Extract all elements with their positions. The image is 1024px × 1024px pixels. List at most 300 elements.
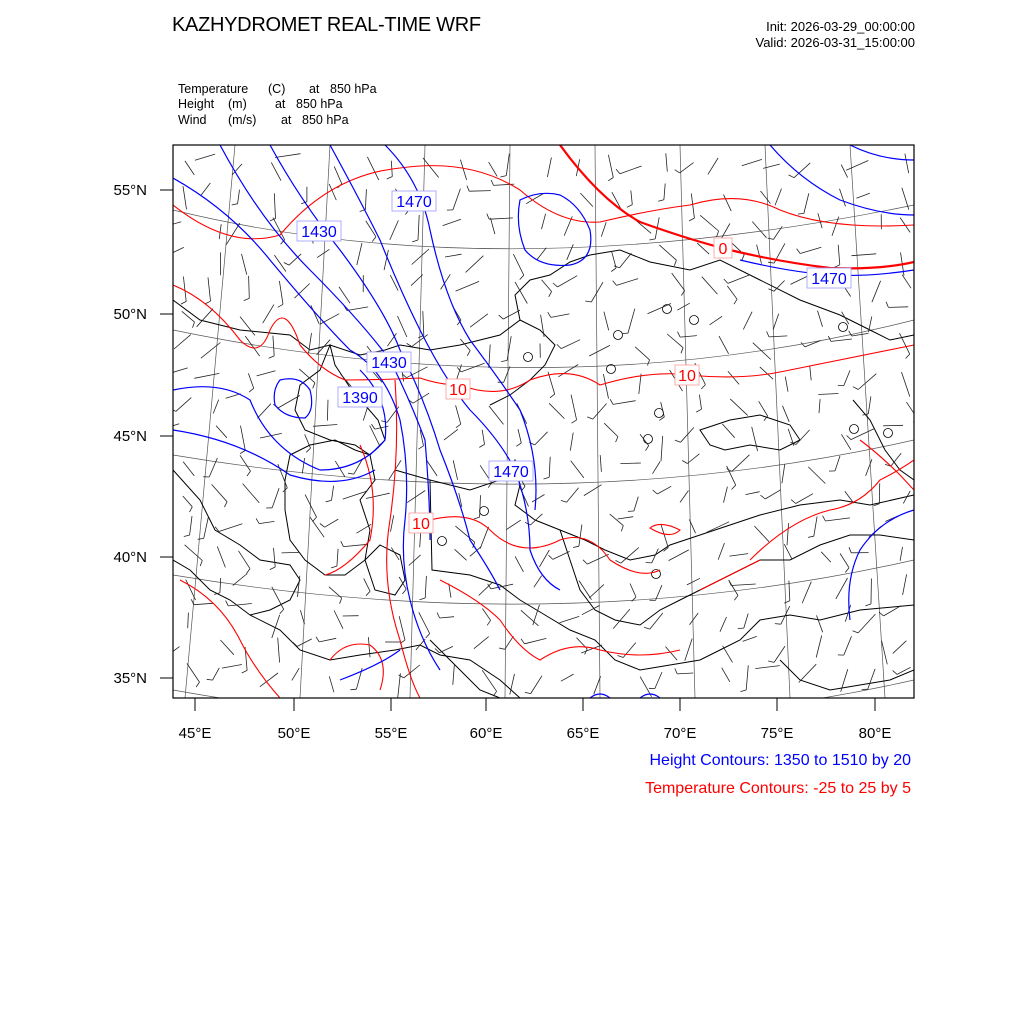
wind-barb (505, 636, 514, 649)
wind-barb (728, 275, 750, 284)
wind-barb (257, 404, 271, 419)
wind-barb-flag (658, 200, 664, 202)
wind-barb (525, 638, 547, 643)
wind-barb (672, 273, 685, 290)
wind-barb-flag (906, 354, 910, 358)
wind-barb-flag (313, 383, 315, 389)
wind-barb (185, 545, 203, 561)
wind-barb (680, 336, 697, 338)
wind-barb-flag (269, 356, 275, 358)
wind-barb-flag (572, 420, 577, 423)
wind-barb (220, 640, 233, 655)
wind-barb-flag (550, 394, 555, 398)
height-label: 1470 (396, 194, 432, 211)
wind-barb (363, 406, 368, 421)
wind-barb (902, 372, 910, 397)
wind-barb-flag (613, 281, 617, 286)
wind-barb (634, 497, 638, 511)
wind-barb (549, 403, 564, 418)
wind-barb (587, 554, 608, 564)
wind-barb (513, 254, 523, 275)
wind-barb (883, 425, 903, 426)
wind-barb-flag (557, 344, 561, 348)
wind-barb (699, 395, 701, 410)
wind-barb (490, 218, 495, 234)
wind-barb-flag (520, 275, 524, 279)
wind-barb-flag (467, 186, 469, 192)
wind-barb (504, 366, 510, 382)
wind-barb-flag (467, 351, 470, 356)
wind-barb (201, 183, 210, 195)
wind-barb-flag (412, 240, 418, 242)
wind-barb-flag (479, 444, 484, 447)
wind-barb-flag (647, 360, 649, 366)
wind-barb (182, 311, 195, 322)
wind-barb-flag (801, 342, 805, 347)
wind-barb-flag (701, 385, 705, 389)
wind-barb (530, 514, 542, 525)
wind-barb (551, 314, 570, 318)
wind-barb-flag (278, 304, 283, 307)
wind-barb (226, 394, 241, 399)
wind-barb (818, 394, 838, 395)
wind-barb-flag (207, 679, 213, 680)
wind-barb-flag (689, 218, 694, 221)
wind-barb-flag (834, 265, 840, 268)
wind-barb (888, 307, 908, 308)
wind-barb (242, 254, 247, 275)
wind-barb (185, 161, 194, 175)
wind-barb (375, 426, 389, 429)
wind-barb (648, 304, 672, 314)
wind-barb (325, 519, 339, 527)
wind-barb (425, 576, 426, 598)
wind-barb (474, 637, 489, 649)
lat-label: 35°N (113, 670, 147, 687)
wind-barb-flag (341, 541, 344, 546)
wind-barb (390, 220, 399, 240)
wind-barb-flag (573, 546, 579, 547)
wind-barb (300, 610, 304, 624)
wind-barb-flag (761, 495, 766, 499)
wind-barb (620, 463, 641, 464)
wind-barb-flag (632, 597, 636, 601)
wind-barb-flag (306, 448, 310, 452)
wind-barb (542, 280, 552, 292)
wind-barb (613, 609, 630, 629)
wind-barb (666, 153, 668, 171)
wind-barb (228, 604, 252, 606)
wind-barb (279, 281, 283, 304)
wind-barb (796, 494, 813, 504)
wind-barb (841, 669, 848, 692)
wind-barb (204, 517, 209, 539)
wind-barb (188, 613, 189, 629)
height-label: 1470 (493, 464, 529, 481)
wind-barb-flag (696, 409, 701, 412)
wind-barb-flag (678, 332, 681, 337)
height-label: 1430 (371, 355, 407, 372)
wind-barb-flag (853, 387, 858, 390)
wind-barb (240, 317, 255, 336)
wind-barb-flag (797, 249, 801, 254)
wind-barb (404, 665, 420, 678)
wind-barb (731, 584, 756, 586)
wind-barb-flag (732, 485, 736, 489)
wind-barb (680, 163, 694, 173)
wind-barb (635, 347, 650, 360)
wind-barb (334, 611, 343, 629)
wind-barb-flag (184, 535, 190, 536)
wind-barb-flag (247, 471, 251, 476)
wind-barb-flag (734, 596, 738, 601)
wind-barb-flag (768, 262, 774, 263)
wind-barb-flag (622, 333, 628, 334)
wind-barb (630, 584, 636, 598)
wind-barb-flag (198, 538, 204, 539)
wind-barb (589, 585, 604, 598)
wind-barb-flag (244, 298, 250, 300)
wind-barb-flag (392, 699, 398, 701)
wind-barb (186, 580, 196, 600)
wind-barb (560, 616, 580, 622)
wind-barb-flag (316, 637, 319, 642)
wind-barb (897, 667, 911, 674)
wind-barb (655, 672, 662, 689)
wind-barb (769, 336, 787, 337)
wind-barb-flag (768, 238, 774, 239)
wind-barb (819, 399, 820, 413)
wind-barb (752, 427, 758, 451)
wind-barb (600, 455, 601, 472)
wind-barb (681, 427, 694, 442)
wind-barb (455, 526, 474, 542)
map-content (155, 145, 917, 723)
wind-barb (804, 193, 809, 213)
wind-barb (219, 524, 242, 532)
wind-barb (337, 549, 338, 566)
lon-label: 80°E (858, 725, 892, 742)
wind-barb (440, 617, 454, 618)
wind-barb (836, 578, 848, 599)
wind-barb (799, 664, 817, 682)
wind-barb (732, 455, 750, 472)
wind-barb (217, 547, 225, 568)
wind-barb (584, 485, 602, 496)
wind-barb (872, 281, 881, 302)
wind-barb-flag (521, 639, 524, 644)
wind-barb (329, 676, 334, 692)
lat-label: 50°N (113, 306, 147, 323)
wind-barb-flag (674, 260, 676, 266)
wind-barb-flag (270, 567, 275, 570)
wind-barb-flag (226, 601, 229, 606)
wind-barb-flag (791, 500, 796, 504)
wind-barb (610, 514, 624, 526)
temperature-label: 10 (412, 516, 430, 533)
wind-barb (329, 184, 336, 200)
wind-barb (212, 484, 228, 501)
wind-barb (818, 311, 823, 327)
wind-barb (659, 245, 676, 260)
wind-barb-flag (653, 490, 658, 494)
wind-barb (561, 674, 574, 681)
wind-barb-flag (734, 299, 737, 304)
wind-barb (515, 556, 523, 571)
wind-barb (506, 154, 509, 176)
wind-barb-flag (381, 421, 387, 423)
wind-barb (278, 638, 280, 663)
wind-barb (664, 184, 665, 200)
wind-barb-flag (553, 283, 558, 287)
wind-barb (825, 518, 850, 521)
wind-barb (868, 396, 871, 413)
wind-barb-flag (649, 239, 655, 240)
wind-barb (183, 186, 187, 209)
wind-barb (620, 166, 642, 174)
wind-barb (759, 401, 768, 416)
wind-barb (719, 336, 729, 354)
wind-barb (201, 343, 221, 359)
wind-barb (800, 247, 821, 253)
wind-barb (292, 668, 299, 680)
wind-barb (273, 336, 274, 356)
wind-barb (784, 544, 792, 559)
wind-barb (399, 616, 405, 640)
wind-barb-flag (767, 331, 769, 337)
wind-barb (608, 155, 613, 178)
wind-barb-flag (280, 609, 284, 614)
wind-barb (601, 222, 606, 236)
wind-barb (240, 455, 251, 471)
wind-barb-flag (249, 388, 254, 392)
wind-barb (582, 605, 600, 614)
wind-barb (761, 191, 771, 204)
wind-barb (702, 277, 718, 294)
wind-barb-flag (487, 620, 490, 625)
wind-barb (723, 646, 733, 663)
wind-barb (387, 333, 396, 346)
wind-barb-flag (240, 450, 245, 453)
wind-barb (783, 406, 790, 422)
wind-barb (558, 276, 578, 287)
wind-barb-flag (608, 178, 613, 181)
wind-barb (718, 543, 724, 560)
wind-barb (728, 371, 739, 384)
borders (173, 250, 914, 698)
wind-barb (282, 552, 300, 553)
lon-label: 55°E (374, 725, 408, 742)
wind-barb-flag (853, 631, 859, 633)
wind-barb (844, 636, 852, 655)
wind-barb-flag (474, 517, 480, 519)
wind-barb (190, 516, 192, 535)
wind-barb (257, 371, 276, 376)
wind-barb-flag (808, 536, 814, 537)
wind-barb-flag (326, 500, 332, 501)
wind-barb-flag (768, 661, 774, 662)
lon-label: 70°E (663, 725, 697, 742)
lat-label: 55°N (113, 182, 147, 199)
wind-barb (852, 254, 877, 256)
wind-barb (765, 490, 781, 499)
wind-barb-flag (420, 598, 426, 600)
wind-barb-flag (775, 624, 781, 625)
wind-barb (466, 256, 484, 273)
wind-barb (774, 646, 785, 662)
wind-barb (787, 523, 789, 545)
wind-barb (166, 368, 188, 375)
wind-barb (489, 162, 498, 176)
wind-barb (840, 189, 846, 207)
wind-barb (216, 426, 227, 438)
wind-barb (844, 370, 850, 385)
wind-barb (531, 676, 542, 694)
wind-barb (902, 188, 909, 210)
wind-barb (841, 165, 847, 178)
wind-barb (259, 521, 274, 523)
wind-barb (274, 255, 286, 271)
wind-barb (274, 548, 276, 567)
wind-barb (479, 583, 492, 596)
wind-barb (444, 429, 458, 440)
wind-barb (174, 335, 191, 349)
wind-barb (166, 247, 184, 255)
wind-barb (195, 154, 215, 160)
wind-barb (233, 574, 248, 586)
wind-barb (453, 460, 457, 479)
wind-barb (724, 487, 728, 503)
field-line-temperature: Temperature (C) at 850 hPa (178, 82, 377, 96)
wind-barb (868, 669, 875, 689)
lon-label: 60°E (469, 725, 503, 742)
wind-barb (661, 524, 668, 548)
wind-barb-flag (646, 446, 649, 451)
wind-barb (480, 527, 489, 549)
wind-barb (579, 525, 582, 547)
wind-barb (347, 307, 368, 311)
wind-barb (243, 484, 260, 503)
wind-barb (327, 400, 328, 421)
height-contour-labels (297, 191, 851, 481)
wind-barb (274, 193, 275, 218)
wind-barb (298, 576, 300, 597)
wind-barb-flag (740, 690, 746, 692)
wind-barb-flag (487, 214, 489, 220)
wind-barb (535, 432, 548, 445)
wind-barb (628, 309, 635, 333)
wind-barb-flag (644, 627, 650, 629)
wind-barb (187, 663, 200, 682)
wind-barb-flag (350, 689, 356, 690)
wind-barb (856, 193, 869, 198)
wind-barb-flag (549, 292, 552, 297)
wind-barb-flag (232, 204, 238, 205)
wind-barb (423, 158, 439, 178)
wind-barb (542, 214, 546, 229)
wind-barb (157, 222, 181, 229)
wind-barb (802, 582, 811, 603)
wind-barb-flag (200, 561, 202, 567)
wind-barb (194, 603, 213, 604)
wind-barb (817, 615, 823, 632)
wind-barb (831, 339, 852, 341)
wind-barb-flag (845, 568, 849, 573)
wind-barb (903, 574, 907, 595)
wind-barb (816, 636, 822, 658)
wind-barb (311, 305, 319, 323)
wind-barb (176, 398, 192, 412)
wind-barb (343, 491, 366, 499)
wind-barb (443, 219, 461, 225)
wind-barb-flag (798, 213, 804, 214)
height-label: 1430 (301, 224, 337, 241)
wind-barb (439, 646, 453, 652)
wind-barb (722, 424, 734, 438)
wind-barb-flag (618, 656, 624, 658)
wind-barb (650, 613, 663, 629)
wind-barb (690, 613, 699, 625)
wind-barb-flag (742, 255, 744, 261)
wind-barb (722, 668, 730, 682)
wind-barb (418, 215, 419, 240)
wind-barb (604, 423, 618, 436)
wind-barb (423, 311, 424, 335)
wind-barb (835, 456, 840, 471)
wind-barb (220, 578, 221, 593)
temperature-label: 0 (718, 241, 728, 258)
wind-barb-flag (242, 670, 247, 673)
wind-barb (275, 154, 300, 158)
wind-barb-flag (724, 279, 728, 283)
wind-barb-flag (682, 461, 687, 464)
wind-barb-flag (399, 675, 404, 678)
wind-barb (366, 493, 390, 498)
wind-barb-flag (548, 312, 551, 317)
wind-barb (489, 406, 504, 425)
wind-barb-flag (293, 642, 297, 646)
wind-barb (398, 316, 407, 337)
wind-barb (593, 404, 607, 420)
wind-barb (302, 458, 304, 473)
wind-barb (724, 195, 732, 212)
wind-barb-flag (284, 263, 289, 266)
wind-barb (754, 526, 769, 542)
wind-barb (730, 399, 748, 416)
wind-barb (755, 666, 780, 669)
lat-label: 45°N (113, 428, 147, 445)
wind-barb (547, 158, 551, 178)
wind-barb (313, 425, 337, 427)
wind-barb-flag (256, 518, 259, 523)
wind-barb (757, 245, 762, 264)
wind-barb (365, 189, 366, 209)
wind-barb (518, 429, 521, 443)
wind-barb (213, 668, 220, 680)
wind-barb (618, 517, 634, 519)
wind-barb-flag (784, 601, 790, 603)
wind-barb-flag (224, 502, 227, 507)
wind-barb (821, 552, 831, 562)
wind-barb (532, 495, 545, 503)
wind-barb (805, 341, 821, 347)
wind-barb (413, 393, 429, 403)
wind-barb (503, 310, 520, 319)
wind-barb (617, 279, 639, 286)
temperature-label: 10 (678, 368, 696, 385)
wind-barb (534, 576, 542, 588)
wind-barb (567, 488, 579, 503)
